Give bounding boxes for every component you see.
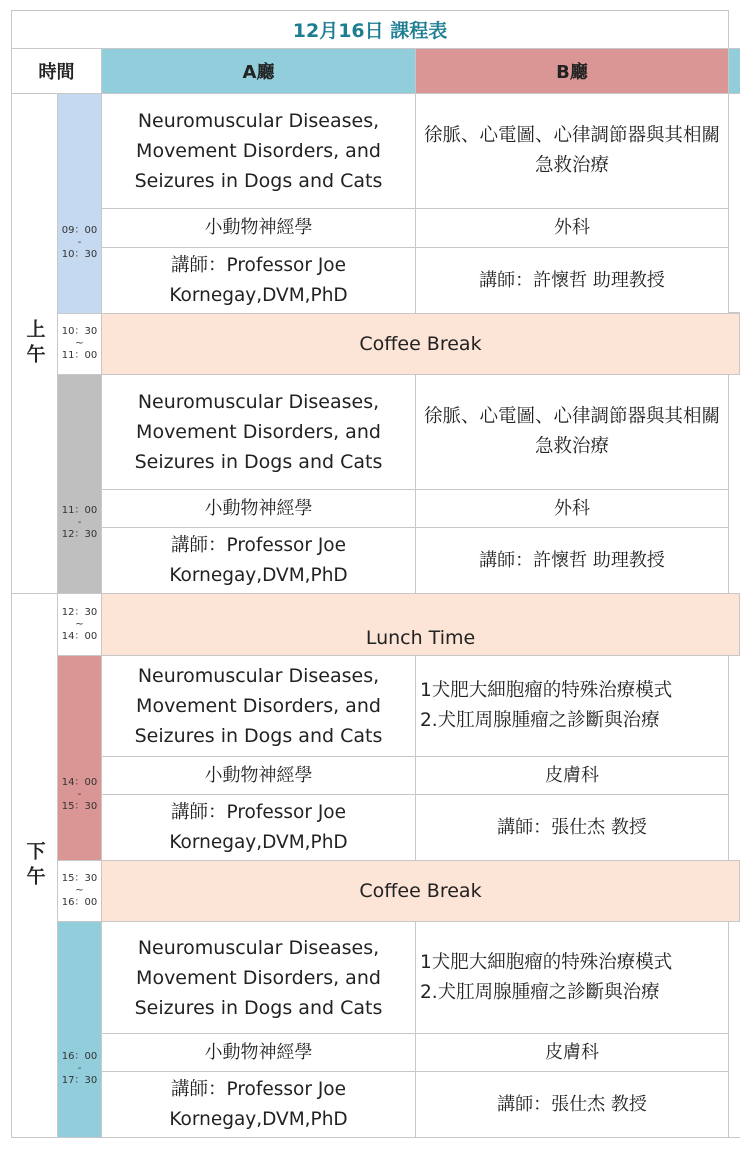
slot-sep: - <box>77 789 82 800</box>
hall-a-speaker: 講師：Professor Joe Kornegay,DVM,PhD <box>101 1071 416 1138</box>
slot-sep: - <box>77 517 82 528</box>
hall-b-dept: 外科 <box>415 208 729 248</box>
hall-b-topic: 徐脈、心電圖、心律調節器與其相關急救治療 <box>415 93 729 209</box>
hall-b-dept: 皮膚科 <box>415 756 729 795</box>
coffee-break-1: Coffee Break <box>101 313 740 375</box>
hall-b-topic-line-2: 2.犬肛周腺腫瘤之診斷與治療 <box>420 710 660 731</box>
page-title: 12月16日 課程表 <box>11 10 729 49</box>
slot-end: 14：00 <box>61 630 98 642</box>
slot-start: 14：00 <box>61 777 98 788</box>
slot-sep: - <box>77 1062 82 1074</box>
time-slot-1400 <box>57 655 102 861</box>
slot-end: 16：00 <box>61 897 98 908</box>
hall-b-topic-line-1: 1犬肥大細胞瘤的特殊治療模式 <box>420 952 673 973</box>
hall-b-topic-line-1: 1犬肥大細胞瘤的特殊治療模式 <box>420 680 673 701</box>
hall-a-speaker: 講師：Professor Joe Kornegay,DVM,PhD <box>101 794 416 861</box>
slot-end: 11：00 <box>61 350 98 361</box>
slot-end: 10：30 <box>61 248 98 260</box>
hall-a-topic: Neuromuscular Diseases, Movement Disorders, and Seizures in Dogs and Cats <box>101 655 416 757</box>
hall-a-topic: Neuromuscular Diseases, Movement Disorders, and Seizures in Dogs and Cats <box>101 93 416 209</box>
slot-sep: ~ <box>75 885 84 896</box>
slot-sep: ~ <box>75 338 84 349</box>
hall-b-speaker: 講師：許懷哲 助理教授 <box>415 527 729 594</box>
hall-b-topic: 徐脈、心電圖、心律調節器與其相關急救治療 <box>415 374 729 490</box>
period-morning-label: 上午 <box>23 318 46 369</box>
slot-start: 11：00 <box>61 505 98 516</box>
time-header: 時間 <box>11 48 102 94</box>
period-afternoon <box>11 593 58 1138</box>
slot-end: 12：30 <box>61 529 98 540</box>
lunch-time: Lunch Time <box>101 593 740 656</box>
hall-a-speaker: 講師：Professor Joe Kornegay,DVM,PhD <box>101 527 416 594</box>
time-slot-1600 <box>57 921 102 1138</box>
hall-a-topic: Neuromuscular Diseases, Movement Disorders, and Seizures in Dogs and Cats <box>101 374 416 490</box>
hall-b-topic-line-2: 2.犬肛周腺腫瘤之診斷與治療 <box>420 982 660 1003</box>
slot-start: 16：00 <box>61 1050 98 1062</box>
time-slot-1100 <box>57 374 102 594</box>
hall-b-speaker: 講師：許懷哲 助理教授 <box>415 247 729 314</box>
next-hall-edge <box>729 93 740 313</box>
hall-a-dept: 小動物神經學 <box>101 208 416 248</box>
hall-a-topic: Neuromuscular Diseases, Movement Disorders, and Seizures in Dogs and Cats <box>101 921 416 1034</box>
slot-sep: ~ <box>75 618 84 630</box>
slot-start: 10：30 <box>61 326 98 337</box>
hall-b-topic <box>415 655 729 757</box>
slot-end: 17：30 <box>61 1074 98 1086</box>
hall-b-header: B廳 <box>415 48 729 94</box>
hall-a-dept: 小動物神經學 <box>101 1033 416 1072</box>
hall-a-header: A廳 <box>101 48 416 94</box>
hall-b-speaker: 講師：張仕杰 教授 <box>415 1071 729 1138</box>
hall-b-dept: 皮膚科 <box>415 1033 729 1072</box>
hall-a-dept: 小動物神經學 <box>101 489 416 528</box>
next-hall-edge <box>729 655 740 861</box>
hall-a-speaker: 講師：Professor Joe Kornegay,DVM,PhD <box>101 247 416 314</box>
hall-a-dept: 小動物神經學 <box>101 756 416 795</box>
time-slot-0900 <box>57 93 102 314</box>
period-afternoon-label: 下午 <box>23 840 46 891</box>
next-hall-header-edge <box>729 48 740 94</box>
slot-sep: - <box>77 236 82 248</box>
time-slot-1230 <box>57 593 102 656</box>
slot-start: 15：30 <box>61 873 98 884</box>
hall-b-dept: 外科 <box>415 489 729 528</box>
slot-start: 12：30 <box>61 606 98 618</box>
period-morning <box>11 93 58 594</box>
next-hall-edge <box>729 921 740 1138</box>
next-hall-edge <box>729 374 740 594</box>
slot-start: 09：00 <box>61 224 98 236</box>
time-slot-1530 <box>57 860 102 922</box>
hall-b-speaker: 講師：張仕杰 教授 <box>415 794 729 861</box>
hall-b-topic <box>415 921 729 1034</box>
slot-end: 15：30 <box>61 801 98 812</box>
time-slot-1030 <box>57 313 102 375</box>
coffee-break-2: Coffee Break <box>101 860 740 922</box>
